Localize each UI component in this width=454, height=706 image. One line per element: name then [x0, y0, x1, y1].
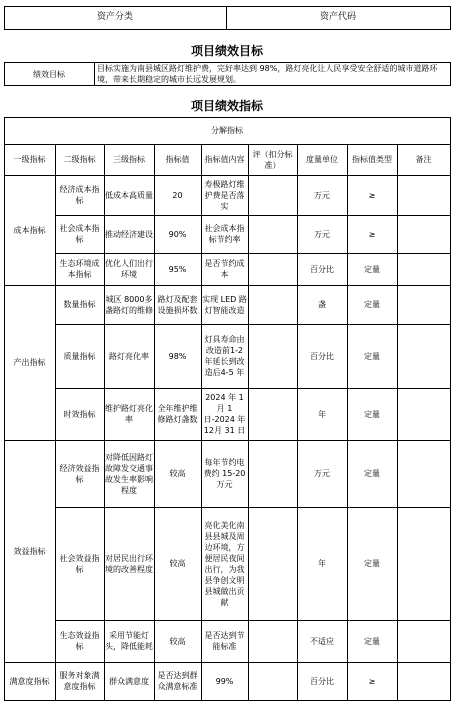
cell-level3: 低成本高质量: [105, 190, 153, 200]
cell-unit: 万元: [314, 469, 330, 478]
cell-level2: 服务对象满意度指标: [59, 671, 100, 691]
cell-type: ≥: [368, 190, 376, 200]
cell-type: ≥: [368, 229, 376, 239]
cell-value: 较高: [169, 559, 186, 568]
cell-value: 路灯及配套设施损坏数: [157, 294, 198, 315]
goal-text: 目标实施为南县城区路灯维护费，完好率达到 98%，路灯亮化让人民享受安全舒适的城市道路环境，带来长期稳定的城市长远发展规划。: [97, 64, 438, 84]
header-value: 指标值: [165, 155, 190, 164]
cell-level3: 对降低因路灯故障发交通事故发生率影响程度: [105, 452, 153, 495]
cell-level3: 路灯亮化率: [109, 351, 149, 361]
asset-code-label: 资产代码: [319, 12, 356, 22]
cell-type: 定量: [364, 351, 380, 361]
cell-value: 全年维护维修路灯盏数: [157, 404, 198, 424]
level1-output: 产出指标: [13, 358, 46, 367]
cell-unit: 年: [318, 409, 326, 419]
cell-content: 每年节约电费约 15-20 万元: [203, 458, 246, 489]
cell-value: 20: [172, 190, 183, 200]
cell-level3: 群众满意度: [109, 676, 149, 686]
cell-level2: 经济成本指标: [59, 185, 100, 205]
cell-content: 是否达到节能标准: [204, 631, 245, 651]
cell-level2: 时效指标: [63, 409, 96, 419]
cell-level2: 生态效益指标: [59, 631, 100, 651]
cell-content: 寿极路灯维护费是否落实: [204, 179, 245, 211]
level1-cost: 成本指标: [13, 225, 46, 235]
cell-value: 较高: [169, 636, 186, 646]
cell-value: 较高: [169, 469, 186, 478]
header-content: 指标值内容: [204, 155, 245, 164]
cell-unit: 万元: [314, 190, 330, 200]
cell-value: 90%: [168, 229, 187, 239]
header-unit: 度量单位: [306, 155, 338, 164]
cell-type: ≥: [368, 676, 376, 686]
cell-level2: 数量指标: [63, 300, 96, 309]
level1-benefit: 效益指标: [13, 546, 46, 556]
cell-content: 是否节约成本: [204, 259, 245, 279]
header-remark: 备注: [415, 155, 432, 164]
indicators-title: 项目绩效指标: [190, 99, 263, 113]
cell-value: 是否达到群众满意标准: [157, 671, 198, 691]
cell-content: 灯具寿命由改造前1-2 年延长到改造后4-5 年: [204, 335, 245, 377]
cell-level2: 经济效益指标: [59, 463, 100, 484]
header-level3: 三级指标: [113, 155, 145, 164]
cell-level2: 社会成本指标: [59, 224, 100, 244]
asset-category-label: 资产分类: [96, 12, 133, 22]
header-level1: 一级指标: [13, 155, 46, 164]
cell-level3: 优化人们出行环境: [105, 259, 153, 279]
cell-level3: 采用节能灯头，降低能耗: [105, 631, 153, 651]
cell-type: 定量: [364, 469, 380, 478]
cell-unit: 百分比: [310, 351, 334, 361]
cell-unit: 年: [318, 559, 326, 568]
cell-unit: 万元: [314, 229, 330, 239]
cell-type: 定量: [364, 559, 380, 568]
cell-content: 社会成本指标节约率: [204, 224, 245, 244]
section-header: 分解指标: [211, 126, 243, 135]
cell-level2: 社会效益指标: [59, 553, 100, 574]
cell-value: 95%: [168, 264, 187, 274]
cell-content: 亮化美化南县县城及周边环境，方便居民夜间出行，为我县争创文明县城做出贡献: [204, 520, 245, 607]
header-level2: 二级指标: [63, 155, 96, 164]
header-type: 指标值类型: [352, 155, 392, 164]
cell-type: 定量: [364, 409, 380, 419]
cell-unit: 不适应: [310, 636, 334, 646]
cell-type: 定量: [364, 300, 380, 309]
cell-type: 定量: [364, 636, 380, 646]
cell-level3: 城区 8000多盏路灯的维修: [105, 294, 153, 315]
cell-unit: 百分比: [310, 264, 334, 274]
cell-level2: 生态环境成本指标: [59, 259, 100, 279]
goal-label: 绩效目标: [33, 69, 65, 79]
cell-unit: 百分比: [310, 676, 334, 686]
perf-goal-title: 项目绩效目标: [190, 44, 263, 58]
cell-type: 定量: [364, 264, 380, 274]
cell-level3: 推动经济建设: [105, 229, 153, 239]
cell-content: 实现 LED 路灯智能改造: [202, 294, 247, 315]
cell-level3: 维护路灯亮化率: [105, 404, 153, 424]
cell-content: 99%: [215, 676, 234, 686]
cell-level3: 对居民出行环境的改善程度: [105, 553, 153, 574]
level1-satisfaction: 满意度指标: [9, 676, 50, 686]
cell-content: 2024 年 1月 1 日-2024 年 12月 31 日: [203, 393, 246, 435]
header-scoring: 评（扣分标准）: [252, 149, 293, 170]
cell-value: 98%: [168, 351, 187, 361]
cell-unit: 盏: [318, 300, 326, 309]
cell-level2: 质量指标: [63, 351, 96, 361]
